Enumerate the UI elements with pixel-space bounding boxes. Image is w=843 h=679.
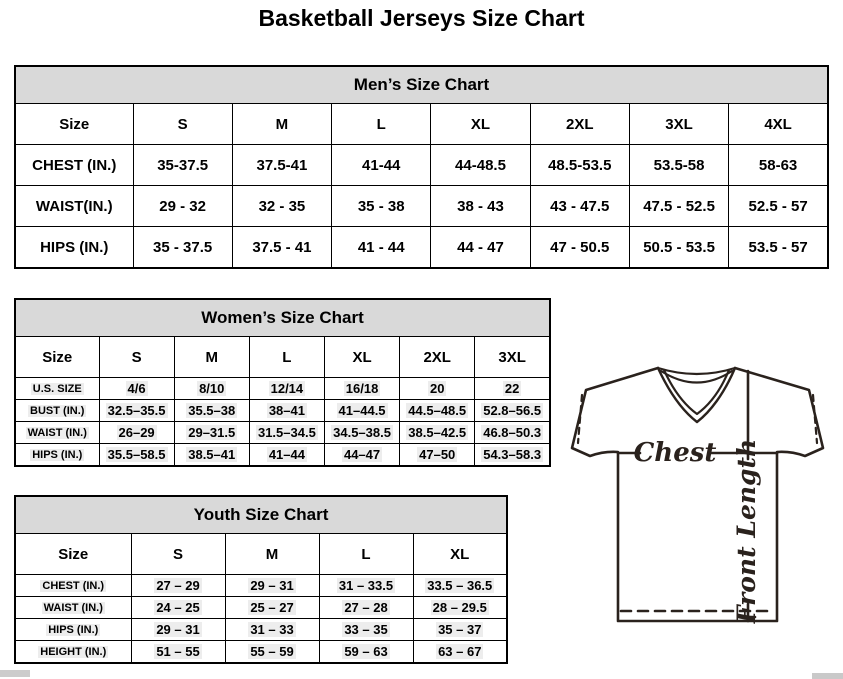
mens-cell-value: 35 - 37.5 — [153, 238, 213, 256]
youth-cell-value: 35 – 37 — [438, 622, 482, 637]
mens-cell-value: 44 - 47 — [457, 238, 504, 256]
horizontal-scrollbar-fragment[interactable] — [812, 673, 843, 679]
mens-cell-value: 47.5 - 52.5 — [643, 197, 715, 215]
mens-col-header: M — [232, 104, 331, 145]
womens-cell-value: 38–41 — [268, 403, 305, 418]
mens-cell-value: 38 - 43 — [457, 197, 504, 215]
womens-cell-value: 29–31.5 — [188, 425, 236, 440]
womens-cell-value: 16/18 — [345, 381, 379, 396]
mens-col-header: XL — [431, 104, 530, 145]
womens-cell-value: 12/14 — [270, 381, 304, 396]
womens-col-header: M — [174, 337, 249, 378]
youth-cell-value: 29 – 31 — [250, 578, 294, 593]
mens-cell-value: 37.5-41 — [256, 156, 308, 174]
womens-cell-value: 34.5–38.5 — [333, 425, 391, 440]
mens-cell-value: 29 - 32 — [159, 197, 206, 215]
womens-cell-value: 31.5–34.5 — [257, 425, 316, 440]
jersey-outline — [572, 368, 823, 621]
mens-cell-value: 50.5 - 53.5 — [643, 238, 715, 256]
womens-col-header: XL — [324, 337, 399, 378]
womens-row-label: HIPS (IN.) — [32, 448, 83, 461]
mens-row-label: HIPS (IN.) — [40, 238, 109, 256]
youth-cell-value: 33.5 – 36.5 — [427, 578, 493, 593]
youth-row-label: HIPS (IN.) — [48, 623, 99, 636]
mens-cell-value: 43 - 47.5 — [550, 197, 610, 215]
womens-cell-value: 41–44 — [268, 447, 305, 462]
womens-cell-value: 8/10 — [199, 381, 225, 396]
mens-row-label: WAIST(IN.) — [35, 197, 113, 215]
mens-col-header: 4XL — [729, 104, 828, 145]
mens-chart-title: Men’s Size Chart — [15, 66, 828, 104]
youth-cell-value: 33 – 35 — [344, 622, 388, 637]
womens-cell-value: 20 — [429, 381, 445, 396]
womens-col-header: Size — [15, 337, 99, 378]
youth-chart-title: Youth Size Chart — [15, 496, 507, 534]
chest-label: Chest — [633, 438, 717, 468]
youth-cell-value: 29 – 31 — [156, 622, 200, 637]
womens-cell-value: 32.5–35.5 — [107, 403, 166, 418]
womens-cell-value: 4/6 — [127, 381, 146, 396]
youth-col-header: L — [319, 534, 413, 575]
womens-cell-value: 38.5–42.5 — [408, 425, 467, 440]
youth-row-label: HEIGHT (IN.) — [40, 645, 107, 658]
mens-size-chart-table — [14, 65, 829, 269]
mens-cell-value: 35 - 38 — [357, 197, 405, 215]
youth-cell-value: 59 – 63 — [344, 644, 388, 659]
mens-cell-value: 37.5 - 41 — [252, 238, 312, 256]
mens-col-header: 3XL — [629, 104, 728, 145]
womens-cell-value: 22 — [504, 381, 520, 396]
womens-row-label: WAIST (IN.) — [27, 426, 87, 439]
mens-cell-value: 35-37.5 — [157, 156, 209, 174]
mens-col-header: 2XL — [530, 104, 629, 145]
womens-size-chart-table — [14, 298, 551, 467]
youth-cell-value: 27 – 28 — [344, 600, 388, 615]
horizontal-scrollbar-fragment[interactable] — [0, 670, 30, 677]
mens-col-header: L — [332, 104, 431, 145]
youth-row-label: WAIST (IN.) — [43, 601, 103, 614]
jersey-measurement-diagram — [558, 360, 840, 672]
youth-cell-value: 28 – 29.5 — [432, 600, 487, 615]
womens-row-label: U.S. SIZE — [32, 382, 82, 395]
mens-cell-value: 52.5 - 57 — [748, 197, 808, 215]
womens-cell-value: 44.5–48.5 — [408, 403, 467, 418]
collar-back-line — [661, 371, 732, 383]
youth-cell-value: 27 – 29 — [156, 578, 200, 593]
mens-cell-value: 58-63 — [758, 156, 798, 174]
womens-col-header: 3XL — [475, 337, 550, 378]
mens-cell-value: 47 - 50.5 — [550, 238, 610, 256]
front-length-label: Front Length — [732, 438, 761, 624]
mens-col-header: S — [133, 104, 232, 145]
womens-cell-value: 38.5–41 — [188, 447, 236, 462]
youth-cell-value: 24 – 25 — [156, 600, 200, 615]
mens-row-label: CHEST (IN.) — [32, 156, 117, 174]
mens-cell-value: 41 - 44 — [357, 238, 405, 256]
mens-cell-value: 32 - 35 — [258, 197, 306, 215]
youth-cell-value: 51 – 55 — [156, 644, 200, 659]
womens-cell-value: 41–44.5 — [338, 403, 386, 418]
womens-row-label: BUST (IN.) — [30, 404, 85, 417]
youth-cell-value: 25 – 27 — [250, 600, 294, 615]
youth-cell-value: 31 – 33 — [250, 622, 294, 637]
womens-col-header: L — [249, 337, 324, 378]
youth-cell-value: 55 – 59 — [250, 644, 294, 659]
youth-col-header: XL — [413, 534, 507, 575]
youth-col-header: M — [225, 534, 319, 575]
youth-size-chart-table — [14, 495, 508, 664]
youth-col-header: S — [131, 534, 225, 575]
mens-cell-value: 44-48.5 — [455, 156, 506, 174]
collar-top-seam — [658, 368, 735, 374]
mens-cell-value: 53.5 - 57 — [748, 238, 808, 256]
page-title: Basketball Jerseys Size Chart — [258, 5, 585, 31]
womens-cell-value: 52.8–56.5 — [483, 403, 542, 418]
youth-col-header: Size — [15, 534, 131, 575]
womens-col-header: S — [99, 337, 174, 378]
mens-col-header: Size — [15, 104, 133, 145]
youth-cell-value: 63 – 67 — [438, 644, 482, 659]
womens-col-header: 2XL — [400, 337, 475, 378]
womens-cell-value: 47–50 — [419, 447, 456, 462]
womens-chart-title: Women’s Size Chart — [15, 299, 550, 337]
mens-cell-value: 41-44 — [362, 156, 401, 174]
womens-cell-value: 54.3–58.3 — [483, 447, 542, 462]
womens-cell-value: 35.5–38 — [188, 403, 236, 418]
womens-cell-value: 46.8–50.3 — [483, 425, 542, 440]
mens-cell-value: 48.5-53.5 — [548, 156, 612, 174]
youth-cell-value: 31 – 33.5 — [338, 578, 394, 593]
womens-cell-value: 26–29 — [118, 425, 155, 440]
mens-cell-value: 53.5-58 — [653, 156, 705, 174]
youth-row-label: CHEST (IN.) — [42, 579, 105, 592]
womens-cell-value: 44–47 — [343, 447, 381, 462]
womens-cell-value: 35.5–58.5 — [107, 447, 166, 462]
